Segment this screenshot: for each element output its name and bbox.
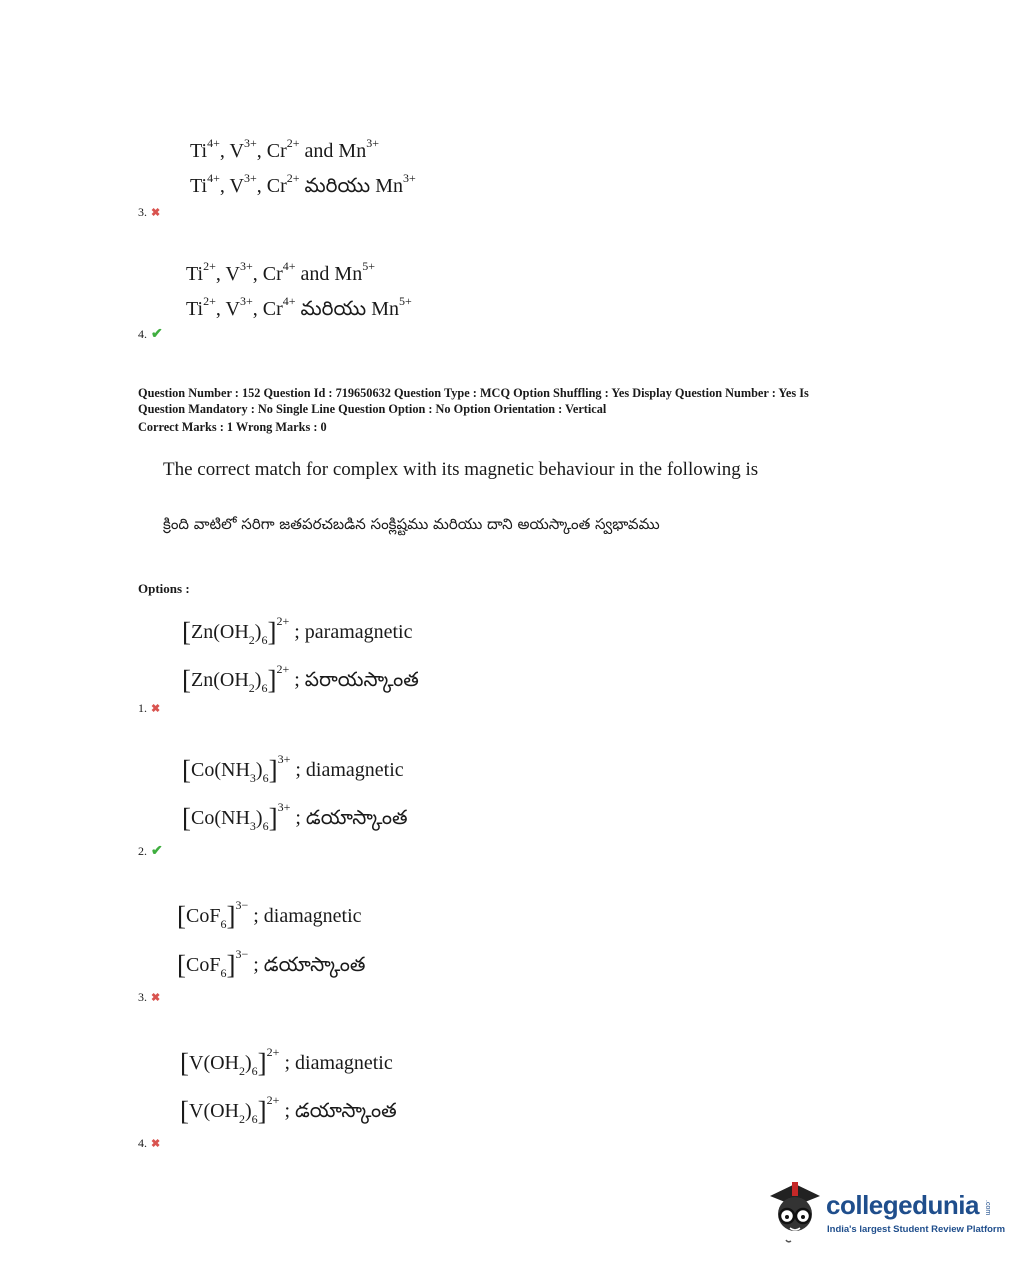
logo-tld: .com [984,1200,991,1216]
question-meta [138,385,809,435]
prev-option4-english: $Ti^{2+}$, $V^{3+}$, $Cr^{4+}$ and $Mn^{5+}$ [186,259,375,285]
prev-option3-english: $Ti^{4+}$, $V^{3+}$, $Cr^{2+}$ and $Mn^{3+}$ [190,136,379,162]
option4-telugu: $[V(OH_2)_6]^{2+}$ ; డయాస్కాంత [180,1093,397,1126]
prev-option3-telugu: $Ti^{4+}$, $V^{3+}$, $Cr^{2+}$ మరియు $Mn^{3+}$ [190,171,416,197]
logo-tagline: India's largest Student Review Platform [827,1224,1006,1235]
wrong-icon: ✖ [151,703,161,715]
option3-telugu: $[CoF_6]^{3-}$ ; డయాస్కాంత [177,947,366,980]
logo-wordmark: collegedunia [826,1190,979,1220]
mascot-icon [764,1176,826,1246]
question-text-telugu: క్రింది వాటిలో సరిగా జతపరచబడిన సంక్లిష్టము మరియు దాని అయస్కాంత స్వభావము [163,515,660,533]
option4-english: $[V(OH_2)_6]^{2+}$ ; diamagnetic [180,1045,393,1078]
option4-number: 4. ✖ [138,1136,161,1150]
option3-english: $[CoF_6]^{3-}$ ; diamagnetic [177,898,362,931]
option1-telugu: $[Zn(OH_2)_6]^{2+}$ ; పరాయస్కాంత [182,662,419,695]
prev-option4-number: 4. ✔ [138,327,163,342]
wrong-icon: ✖ [151,1138,161,1150]
check-icon: ✔ [151,844,163,859]
option2-telugu: $[Co(NH_3)_6]^{3+}$ ; డయాస్కాంత [182,800,408,833]
prev-option4-telugu: $Ti^{2+}$, $V^{3+}$, $Cr^{4+}$ మరియు $Mn^{5+}$ [186,294,412,320]
option2-number: 2. ✔ [138,844,163,859]
option2-english: $[Co(NH_3)_6]^{3+}$ ; diamagnetic [182,752,404,785]
option1-number: 1. ✖ [138,701,161,715]
wrong-icon: ✖ [151,207,161,219]
question-text-english: The correct match for complex with its magnetic behaviour in the following is [163,459,759,480]
check-icon: ✔ [151,327,163,342]
option1-english: $[Zn(OH_2)_6]^{2+}$ ; paramagnetic [182,614,413,647]
collegedunia-logo [764,1176,1004,1246]
prev-option3-number: 3. ✖ [138,205,161,219]
question-marks: Correct Marks : 1 Wrong Marks : 0 [138,420,327,434]
question-meta-line2: Question Mandatory : No Single Line Question Option : No Option Orientation : Vertical [138,402,607,416]
question-meta-line1: Question Number : 152 Question Id : 719650632 Question Type : MCQ Option Shuffling : Yes Display Question Number : Yes Is [138,386,809,400]
options-label: Options : [138,581,190,596]
wrong-icon: ✖ [151,992,161,1004]
option3-number: 3. ✖ [138,990,161,1004]
